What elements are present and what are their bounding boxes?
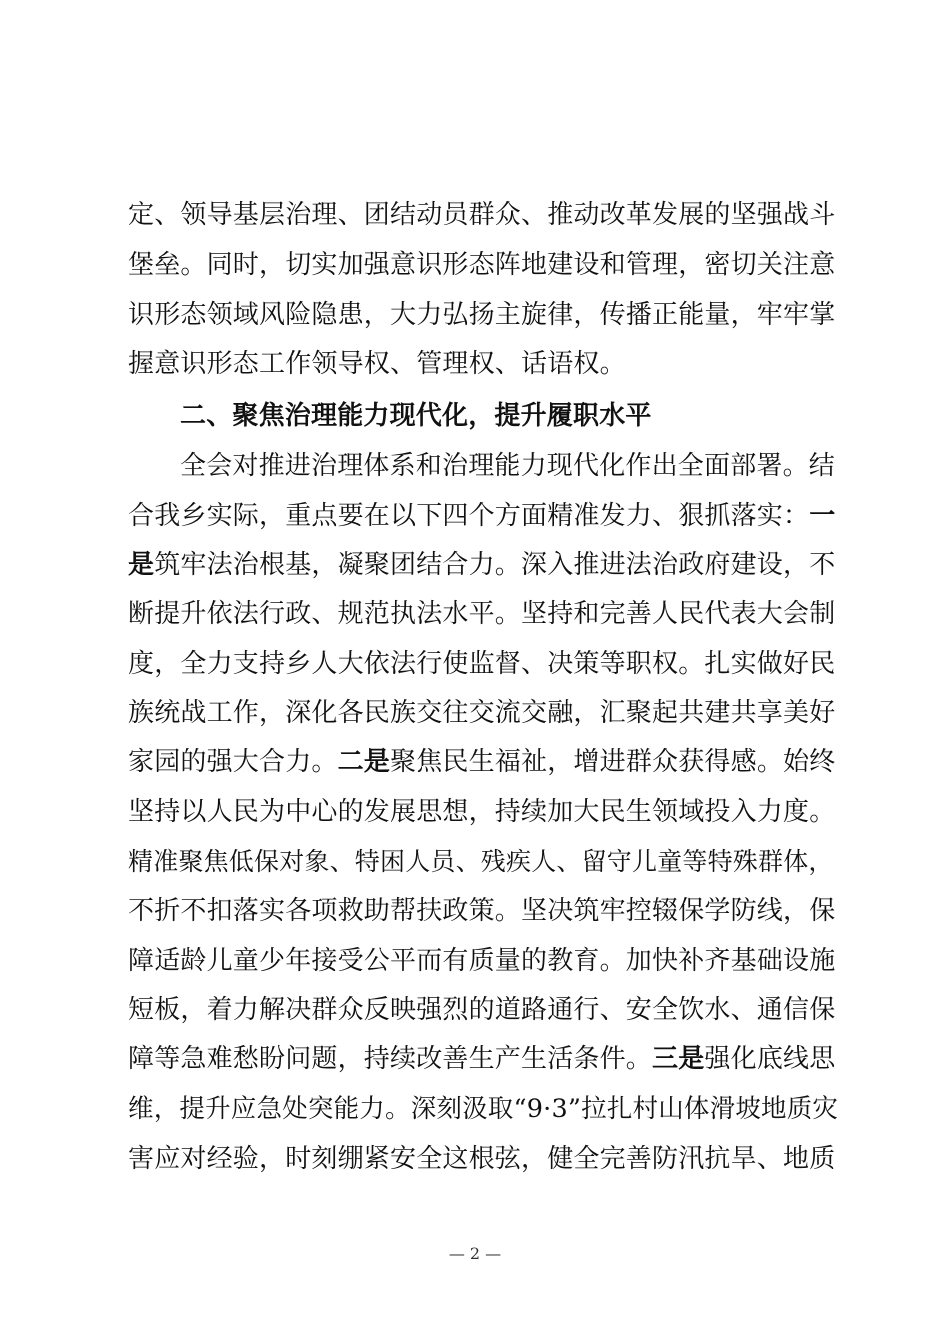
emphasis-text: 二是	[337, 747, 391, 777]
body-text: 度，全力支持乡人大依法行使监督、决策等职权。扎实做好民	[128, 649, 836, 679]
emphasis-text: 一	[809, 501, 836, 531]
paragraph-line	[128, 190, 838, 240]
body-text: 障等急难愁盼问题，持续改善生产生活条件。	[128, 1044, 653, 1074]
body-text: 维，提升应急处突能力。深刻汲取“9·3”拉扎村山体滑坡地质灾	[128, 1094, 839, 1124]
paragraph-line	[128, 886, 838, 936]
paragraph-line	[128, 985, 838, 1035]
body-text: 精准聚焦低保对象、特困人员、残疾人、留守儿童等特殊群体，	[128, 847, 834, 876]
body-text: 筑牢法治根基，凝聚团结合力。深入推进法治政府建设，不	[154, 550, 836, 580]
page-number: — 2 —	[448, 1244, 502, 1263]
paragraph-line	[128, 1034, 838, 1084]
body-text: 握意识形态工作领导权、管理权、话语权。	[128, 349, 626, 379]
body-text: 短板，着力解决群众反映强烈的道路通行、安全饮水、通信保	[128, 995, 836, 1025]
paragraph-line	[128, 540, 838, 590]
body-text: 坚持以人民为中心的发展思想，持续加大民生领域投入力度。	[128, 797, 836, 827]
body-text: 聚焦民生福祉，增进群众获得感。始终	[390, 747, 836, 777]
emphasis-text: 是	[128, 550, 155, 580]
body-text: 不折不扣落实各项救助帮扶政策。坚决筑牢控辍保学防线，保	[128, 896, 836, 926]
body-text: 全会对推进治理体系和治理能力现代化作出全面部署。结	[180, 451, 836, 481]
paragraph-line	[128, 1084, 838, 1134]
heading-text: 二、聚焦治理能力现代化，提升履职水平	[180, 401, 652, 431]
paragraph-line	[128, 589, 838, 639]
body-text: 族统战工作，深化各民族交往交流交融，汇聚起共建共享美好	[128, 698, 836, 728]
paragraph-line	[128, 290, 838, 340]
body-text: 强化底线思	[704, 1044, 836, 1074]
body-text: 堡垒。同时，切实加强意识形态阵地建设和管理，密切关注意	[128, 250, 836, 280]
paragraph-line	[128, 837, 838, 887]
emphasis-text: 三是	[652, 1044, 705, 1074]
paragraph-line	[128, 787, 838, 837]
paragraph-line	[128, 491, 838, 541]
body-text: 障适龄儿童少年接受公平而有质量的教育。加快补齐基础设施	[128, 946, 836, 976]
paragraph-line	[128, 688, 838, 738]
paragraph-line	[128, 936, 838, 986]
section-heading	[180, 391, 838, 441]
body-text: 家园的强大合力。	[128, 747, 338, 777]
body-text: 定、领导基层治理、团结动员群众、推动改革发展的坚强战斗	[128, 200, 836, 230]
body-text: 识形态领域风险隐患，大力弘扬主旋律，传播正能量，牢牢掌	[128, 300, 836, 330]
paragraph-line	[180, 441, 838, 491]
body-text: 断提升依法行政、规范执法水平。坚持和完善人民代表大会制	[128, 599, 836, 629]
body-text: 合我乡实际，重点要在以下四个方面精准发力、狠抓落实：	[128, 501, 810, 531]
paragraph-line	[128, 339, 838, 389]
paragraph-line	[128, 737, 838, 787]
paragraph-line	[128, 639, 838, 689]
paragraph-line	[128, 1134, 838, 1184]
body-text: 害应对经验，时刻绷紧安全这根弦，健全完善防汛抗旱、地质	[128, 1144, 836, 1174]
paragraph-line	[128, 240, 838, 290]
